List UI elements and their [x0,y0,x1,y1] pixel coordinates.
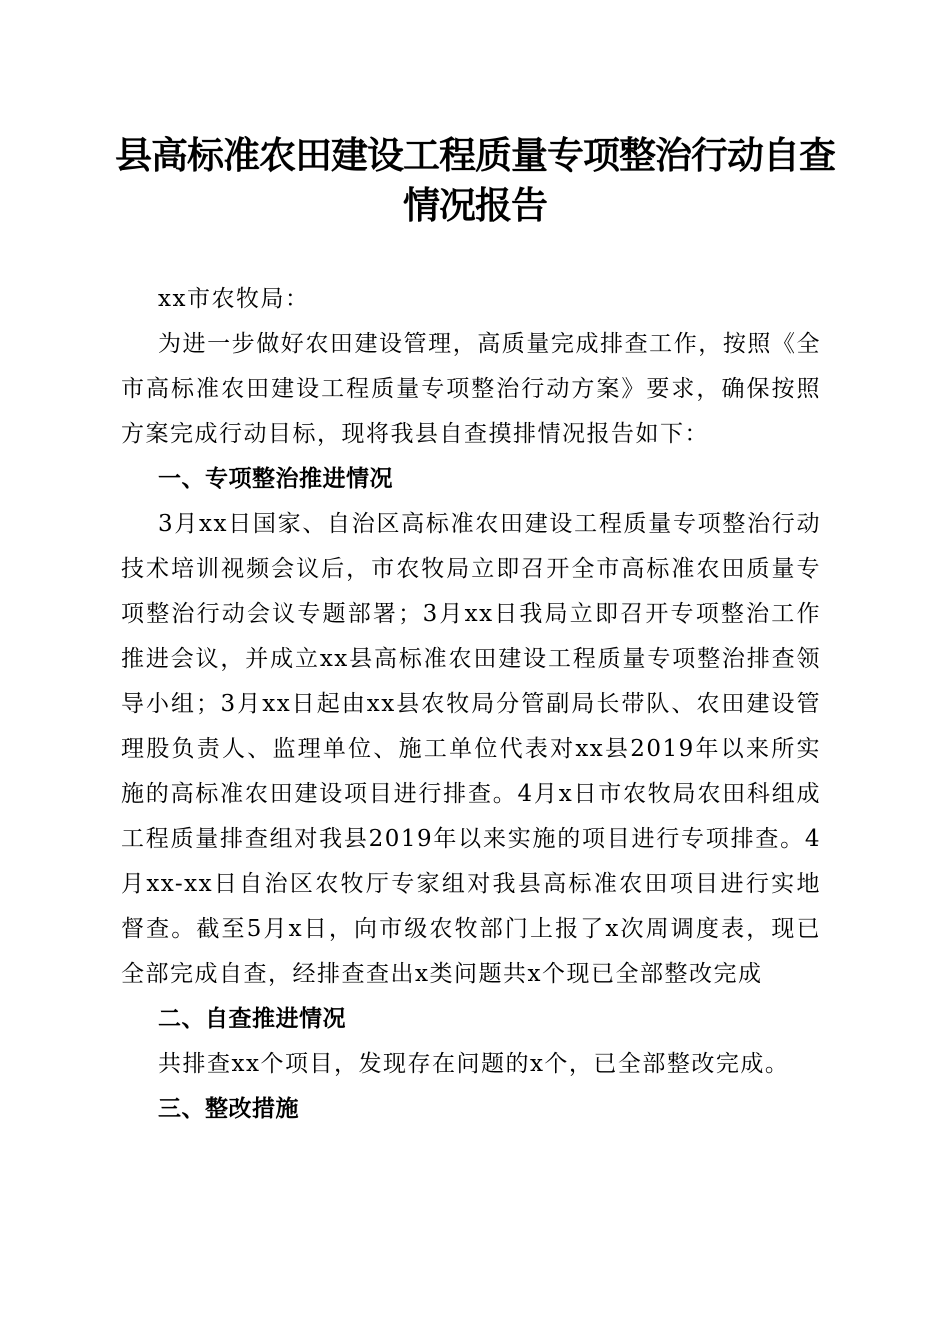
document-body [121,277,821,1132]
section-1-heading: 一、专项整治推进情况 [158,466,393,492]
section-2-heading: 二、自查推进情况 [158,1006,346,1032]
section-2-paragraph: 共排查xx个项目，发现存在问题的x个，已全部整改完成。 [158,1051,790,1077]
section-3-heading: 三、整改措施 [158,1096,299,1122]
title-line-2: 情况报告 [403,183,547,227]
salutation: xx市农牧局： [158,286,310,312]
intro-paragraph: 为进一步做好农田建设管理，高质量完成排查工作，按照《全市高标准农田建设工程质量专项整治行动方案》要求，确保按照方案完成行动目标，现将我县自查摸排情况报告如下： [121,331,821,447]
document-title [115,130,835,230]
title-line-1: 县高标准农田建设工程质量专项整治行动自查 [115,133,835,177]
section-1-paragraph: 3月xx日国家、自治区高标准农田建设工程质量专项整治行动技术培训视频会议后，市农牧局立即召开全市高标准农田质量专项整治行动会议专题部署；3月xx日我局立即召开专项整治工作推进会议，并成立xx县高标准农田建设工程质量专项整治排查领导小组；3月xx日起由xx县农牧局分管副局长带队、农田建设管理股负责人、监理单位、施工单位代表对xx县2019年以来所实施的高标准农田建设项目进行排查。4月x日市农牧局农田科组成工程质量排查组对我县2019年以来实施的项目进行专项排查。4月xx-xx日自治区农牧厅专家组对我县高标准农田项目进行实地督查。截至5月x日，向市级农牧部门上报了x次周调度表，现已全部完成自查，经排查查出x类问题共x个现已全部整改完成 [121,511,821,987]
